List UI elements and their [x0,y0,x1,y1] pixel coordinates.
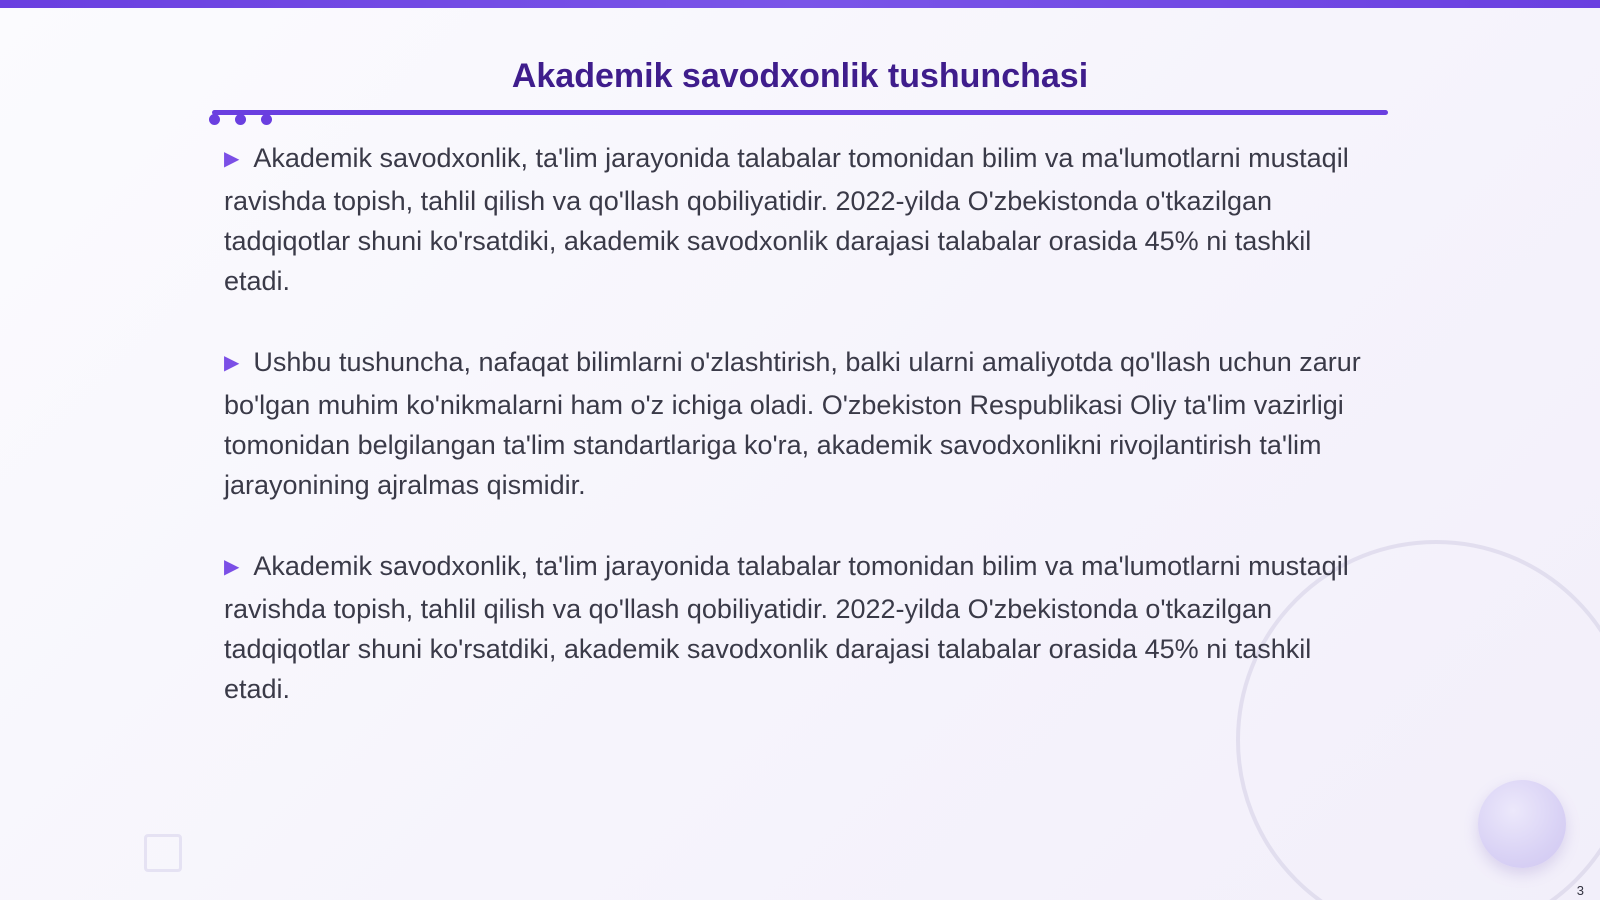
page-number: 3 [1576,883,1584,898]
triangle-right-icon: ▶ [224,352,240,374]
bullet-paragraph [224,546,1374,709]
underline-dot [209,114,220,125]
underline-dot [235,114,246,125]
decorative-square [144,834,182,872]
bullet-paragraph [224,342,1374,505]
triangle-right-icon: ▶ [224,556,240,578]
top-accent-bar [0,0,1600,8]
title-underline [212,110,1388,115]
triangle-right-icon: ▶ [224,148,240,170]
bullet-paragraph [224,138,1374,301]
paragraph-text: Ushbu tushuncha, nafaqat bilimlarni o'zlashtirish, balki ularni amaliyotda qo'llash uchun zarur bo'lgan muhim ko'nikmalarni ham o'z ichiga oladi. O'zbekiston Respublikasi Oliy ta'lim vazirligi tomonidan belgilangan ta'lim standartlariga ko'ra, akademik savodxonlikni rivojlantirish ta'lim jarayonining ajralmas qismidir. [224,347,1361,500]
decorative-bubble [1478,780,1566,868]
paragraph-text: Akademik savodxonlik, ta'lim jarayonida talabalar tomonidan bilim va ma'lumotlarni mustaqil ravishda topish, tahlil qilish va qo'llash qobiliyatidir. 2022-yilda O'zbekistonda o'tkazilgan tadqiqotlar shuni ko'rsatdiki, akademik savodxonlik darajasi talabalar orasida 45% ni tashkil etadi. [224,551,1349,704]
underline-dot [261,114,272,125]
paragraph-text: Akademik savodxonlik, ta'lim jarayonida talabalar tomonidan bilim va ma'lumotlarni mustaqil ravishda topish, tahlil qilish va qo'llash qobiliyatidir. 2022-yilda O'zbekistonda o'tkazilgan tadqiqotlar shuni ko'rsatdiki, akademik savodxonlik darajasi talabalar orasida 45% ni tashkil etadi. [224,143,1349,296]
slide-content [224,138,1374,750]
slide-title: Akademik savodxonlik tushunchasi [511,57,1089,95]
